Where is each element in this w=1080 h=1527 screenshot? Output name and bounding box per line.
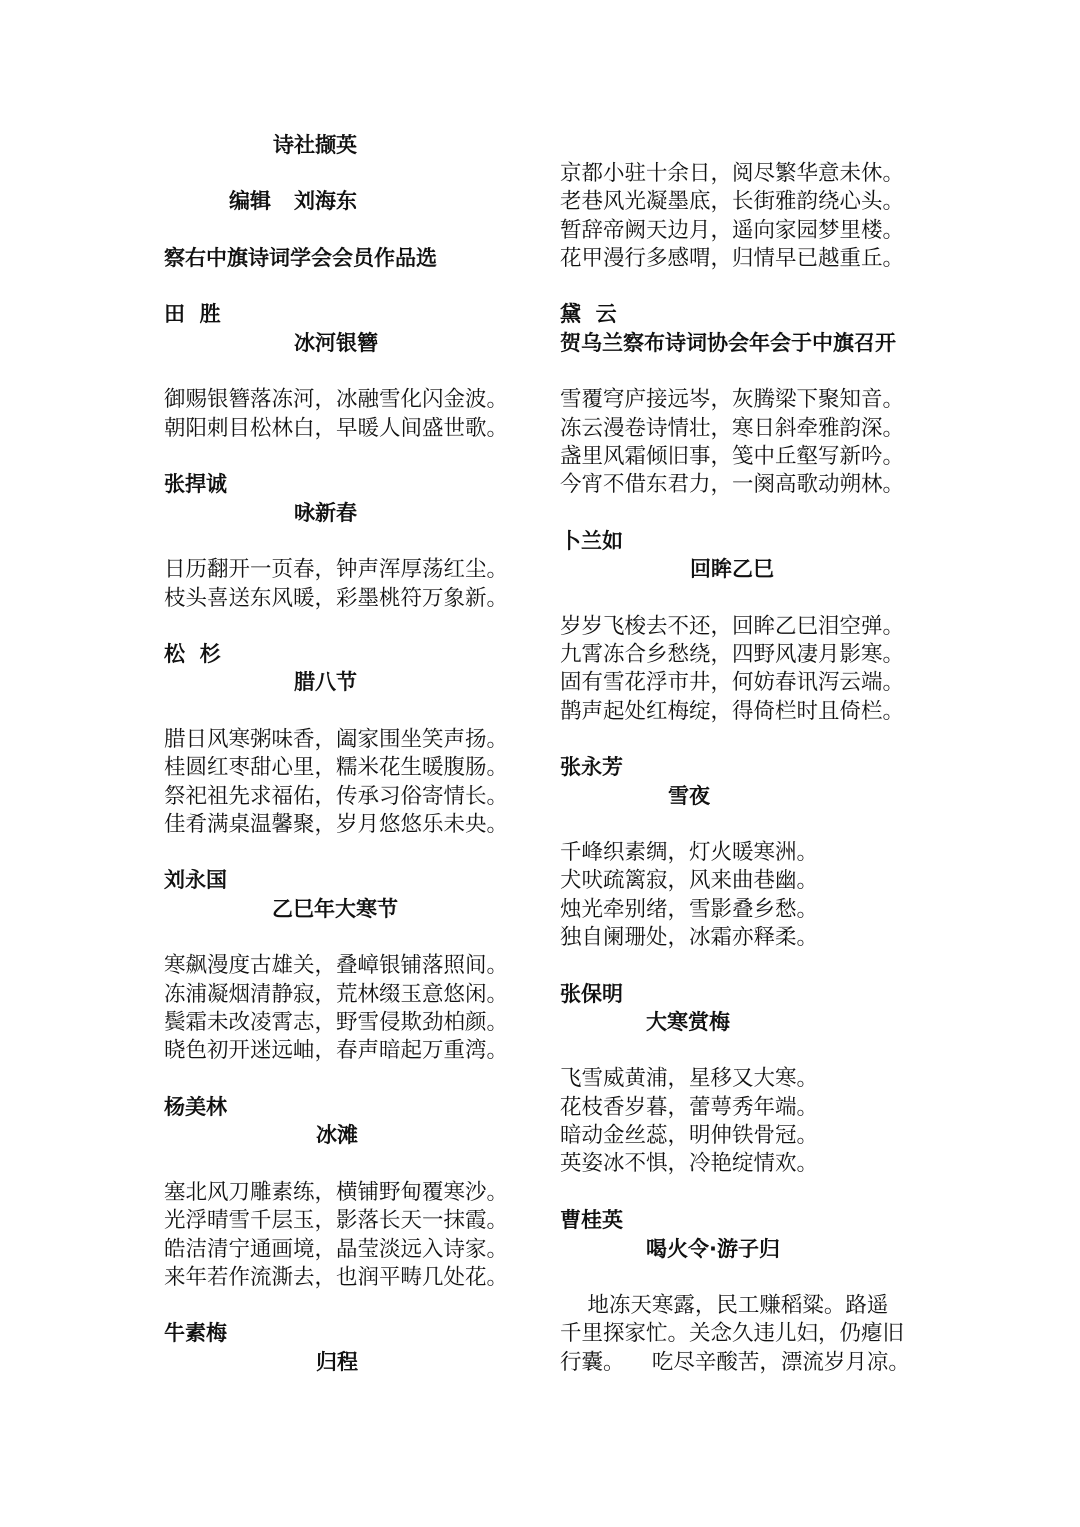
poem-line: 祭祀祖先求福佑，传承习俗寄情长。 [164, 784, 509, 809]
poem-line: 御赐银簪落冻河，冰融雪化闪金波。 [164, 387, 509, 412]
collection-title: 察右中旗诗词学会会员作品选 [164, 246, 437, 270]
poem-title: 大寒赏梅 [646, 1010, 730, 1034]
editor-name: 刘海东 [294, 189, 357, 213]
poem-author: 张捍诚 [164, 472, 227, 496]
poem-title: 归程 [316, 1350, 358, 1374]
poem-line: 鬓霜未改凌霄志，野雪侵欺劲柏颜。 [164, 1010, 509, 1035]
poem-line: 千峰织素绸，灯火暖寒洲。 [560, 840, 819, 865]
poem-title: 贺乌兰察布诗词协会年会于中旗召开 [560, 331, 896, 355]
poem-line: 暂辞帝阙天边月，遥向家园梦里楼。 [560, 218, 905, 243]
poem-line: 盏里风霜倾旧事，笺中丘壑写新吟。 [560, 444, 905, 469]
poem-line: 桂圆红枣甜心里，糯米花生暖腹肠。 [164, 755, 509, 780]
poem-line: 光浮晴雪千层玉，影落长天一抹霞。 [164, 1208, 509, 1233]
poem-author: 张永芳 [560, 755, 623, 779]
poem-line: 寒飙漫度古雄关，叠嶂银铺落照间。 [164, 953, 509, 978]
poem-title: 雪夜 [668, 784, 710, 808]
poem-line: 地冻天寒露，民工赚稻粱。路遥 [560, 1293, 889, 1318]
poem-author: 刘永国 [164, 868, 227, 892]
poem-line: 暗动金丝蕊，明伸铁骨冠。 [560, 1123, 819, 1148]
poem-line: 花甲漫行多感喟，归情早已越重丘。 [560, 246, 905, 271]
poem-line: 行囊。 吃尽辛酸苦，漂流岁月凉。 [560, 1350, 910, 1375]
poem-title: 冰滩 [316, 1123, 358, 1147]
poem-author: 松 杉 [164, 642, 221, 666]
poem-line: 佳肴满桌温馨聚，岁月悠悠乐未央。 [164, 812, 509, 837]
poem-author: 牛素梅 [164, 1321, 227, 1345]
poem-title: 咏新春 [294, 501, 357, 525]
poem-line: 岁岁飞梭去不还，回眸乙巳泪空弹。 [560, 614, 905, 639]
poem-title: 回眸乙巳 [690, 557, 774, 581]
poem-line: 英姿冰不惧，冷艳绽情欢。 [560, 1151, 819, 1176]
poem-line: 日历翻开一页春，钟声浑厚荡红尘。 [164, 557, 509, 582]
poem-line: 飞雪威黄浦，星移又大寒。 [560, 1066, 819, 1091]
editor-label: 编辑 [229, 189, 271, 213]
poem-line: 冻云漫卷诗情壮，寒日斜牵雅韵深。 [560, 416, 905, 441]
poem-line: 九霄冻合乡愁绕，四野风凄月影寒。 [560, 642, 905, 667]
poem-line: 雪覆穹庐接远岑，灰腾梁下聚知音。 [560, 387, 905, 412]
poem-line: 固有雪花浮市井，何妨春讯泻云端。 [560, 670, 905, 695]
poem-author: 卜兰如 [560, 529, 623, 553]
poem-title: 乙巳年大寒节 [272, 897, 398, 921]
poem-line: 京都小驻十余日，阅尽繁华意未休。 [560, 161, 905, 186]
poem-line: 枝头喜送东风暖，彩墨桃符万象新。 [164, 586, 509, 611]
poem-line: 千里探家忙。关念久违儿妇，仍瘪旧 [560, 1321, 905, 1346]
poem-author: 杨美林 [164, 1095, 227, 1119]
poem-line: 鹊声起处红梅绽，得倚栏时且倚栏。 [560, 699, 905, 724]
poem-title: 喝火令·游子归 [646, 1237, 780, 1261]
poem-line: 冻浦凝烟清静寂，荒林缀玉意悠闲。 [164, 982, 509, 1007]
poem-line: 晓色初开迷远岫，春声暗起万重湾。 [164, 1038, 509, 1063]
poem-title: 腊八节 [294, 670, 357, 694]
poem-line: 独自阑珊处，冰霜亦释柔。 [560, 925, 819, 950]
poem-line: 花枝香岁暮，蕾萼秀年端。 [560, 1095, 819, 1120]
poem-author: 黛 云 [560, 302, 617, 326]
poem-line: 来年若作流澌去，也润平畴几处花。 [164, 1265, 509, 1290]
poem-line: 今宵不借东君力，一阕高歌动朔林。 [560, 472, 905, 497]
poem-line: 腊日风寒粥味香，阖家围坐笑声扬。 [164, 727, 509, 752]
poem-author: 张保明 [560, 982, 623, 1006]
page-title: 诗社撷英 [273, 133, 357, 157]
poem-line: 塞北风刀雕素练，横铺野甸覆寒沙。 [164, 1180, 509, 1205]
poem-author: 田 胜 [164, 302, 221, 326]
poem-author: 曹桂英 [560, 1208, 623, 1232]
poem-line: 老巷风光凝墨底，长街雅韵绕心头。 [560, 189, 905, 214]
poem-line: 朝阳刺目松林白，早暖人间盛世歌。 [164, 416, 509, 441]
poem-line: 皓洁清宁通画境，晶莹淡远入诗家。 [164, 1237, 509, 1262]
poem-line: 烛光牵别绪，雪影叠乡愁。 [560, 897, 819, 922]
poem-title: 冰河银簪 [294, 331, 378, 355]
poem-line: 犬吠疏篱寂，风来曲巷幽。 [560, 868, 819, 893]
